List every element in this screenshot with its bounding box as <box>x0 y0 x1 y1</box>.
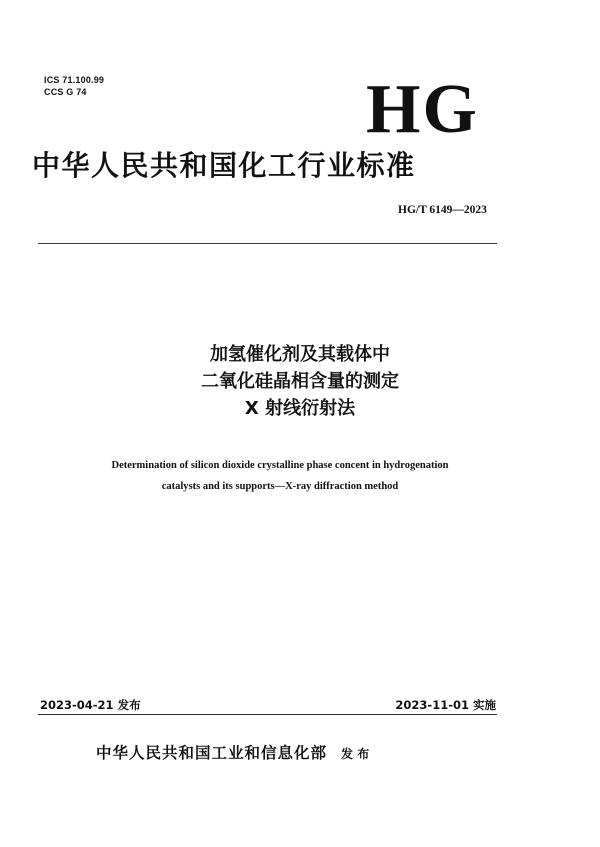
standard-number: HG/T 6149—2023 <box>398 204 487 216</box>
hg-logo: HG <box>366 71 479 148</box>
issue-date: 2023-04-21 发布 <box>40 698 141 712</box>
ccs-code: CCS G 74 <box>44 87 87 97</box>
chinese-title <box>0 341 600 422</box>
ics-code: ICS 71.100.99 <box>44 75 105 85</box>
issuer-suffix: 发 布 <box>341 747 370 761</box>
chinese-title-line-1: 加氢催化剂及其载体中 <box>210 344 390 365</box>
issuing-authority: 中华人民共和国工业和信息化部 <box>96 744 328 762</box>
chinese-title-line-3: X 射线衍射法 <box>244 398 356 419</box>
english-title-line-1: Determination of silicon dioxide crystalline phase concent in hydrogenation <box>111 460 449 471</box>
top-divider <box>38 243 497 244</box>
english-title-line-2: catalysts and its supports—X-ray diffraction method <box>161 481 399 492</box>
chinese-title-line-2: 二氧化硅晶相含量的测定 <box>201 371 399 392</box>
classification-codes <box>44 74 104 98</box>
issuer-line <box>96 741 369 763</box>
english-title <box>0 455 560 497</box>
standard-category-title: 中华人民共和国化工行业标准 <box>32 149 416 182</box>
bottom-divider <box>38 714 497 715</box>
implementation-date: 2023-11-01 实施 <box>395 698 496 712</box>
